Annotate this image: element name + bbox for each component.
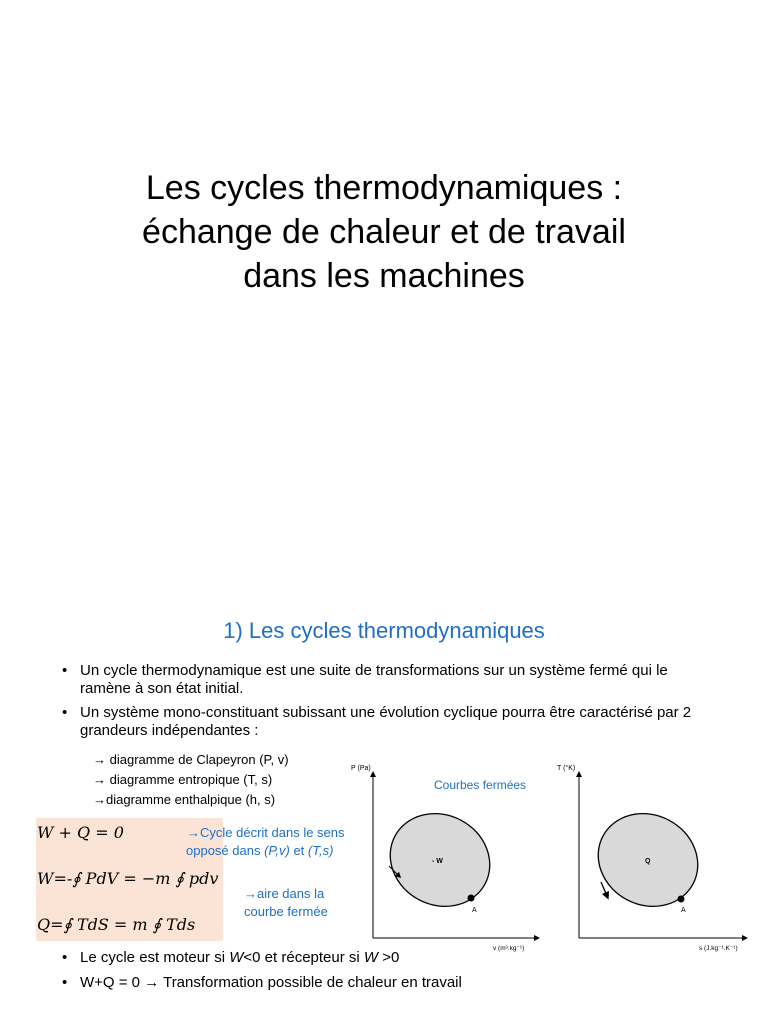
point-a-label: A	[681, 907, 686, 914]
x-axis-label: s (J.kg⁻¹.K⁻¹)	[699, 945, 738, 952]
area-note-line: →aire dans la	[244, 886, 325, 901]
y-axis-label: P (Pa)	[351, 765, 371, 772]
title-line: Les cycles thermodynamiques :	[145, 169, 623, 207]
heat-label: Q	[645, 858, 651, 865]
diagram-item: → diagramme de Clapeyron (P, v)	[93, 752, 289, 767]
title-line: échange de chaleur et de travail	[142, 213, 626, 251]
diagram-item: →diagramme enthalpique (h, s)	[93, 792, 276, 807]
area-note-line: courbe fermée	[244, 904, 328, 919]
closed-curves-label: Courbes fermées	[434, 778, 527, 792]
cycle-note	[186, 824, 345, 860]
formula-energy-balance: W + Q = 0	[37, 823, 124, 842]
bottom-bullet: • W+Q = 0 → Transformation possible de chaleur en travail	[62, 974, 462, 991]
x-axis-label: v (m³.kg⁻¹)	[493, 945, 525, 952]
bullet-list	[62, 662, 702, 746]
formula-heat: Q=∮ TdS = m ∮ Tds	[37, 915, 196, 934]
bullet-item: • Un cycle thermodynamique est une suite de transformations sur un système fermé qui le ramène à son état initial.	[62, 662, 702, 698]
work-label: - W	[432, 858, 443, 865]
formula-work: W=-∮ PdV = −m ∮ pdv	[37, 869, 219, 888]
point-a	[468, 895, 475, 902]
cycle-note-line: →Cycle décrit dans le sens	[187, 825, 345, 840]
direction-arrow	[601, 882, 607, 896]
ts-diagram	[553, 762, 753, 952]
area-note	[244, 885, 328, 921]
pv-diagram	[345, 762, 545, 952]
cycle-note-line: opposé dans (P,v) et (T,s)	[186, 843, 334, 858]
section-heading: 1) Les cycles thermodynamiques	[223, 618, 545, 643]
diagram-item: → diagramme entropique (T, s)	[93, 772, 273, 787]
bullet-item: • Un système mono-constituant subissant une évolution cyclique pourra être caractérisé par 2 grandeurs indépendantes :	[62, 704, 702, 740]
point-a	[678, 896, 685, 903]
content-slide	[0, 512, 768, 1024]
slide-title	[60, 166, 708, 298]
y-axis-label: T (°K)	[557, 765, 576, 772]
title-line: dans les machines	[243, 257, 525, 295]
point-a-label: A	[472, 907, 477, 914]
bottom-bullet: • Le cycle est moteur si W<0 et récepteur si W >0	[62, 949, 399, 966]
